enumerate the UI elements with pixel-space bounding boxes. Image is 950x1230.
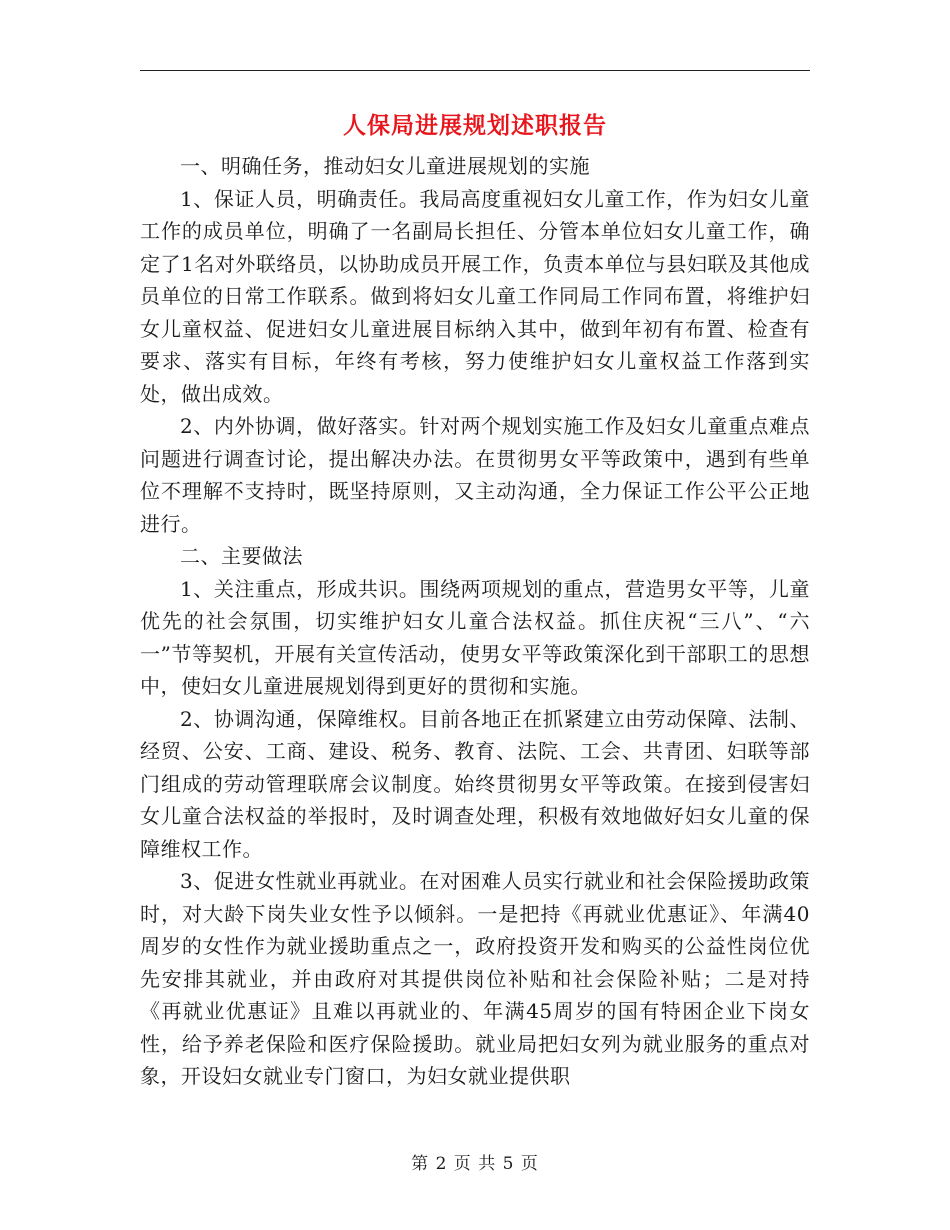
paragraph-1-2: 2、内外协调，做好落实。针对两个规划实施工作及妇女儿童重点难点问题进行调查讨论，提出解决办法。在贯彻男女平等政策中，遇到有些单位不理解不支持时，既坚持原则，又主动沟通，全力保证工作公平公正地进行。 xyxy=(140,414,810,536)
section-heading-1: 一、明确任务，推动妇女儿童进展规划的实施 xyxy=(180,154,590,178)
paragraph-1-1: 1、保证人员，明确责任。我局高度重视妇女儿童工作，作为妇女儿童工作的成员单位，明确了一名副局长担任、分管本单位妇女儿童工作，确定了1名对外联络员，以协助成员开展工作，负责本单位与县妇联及其他成员单位的日常工作联系。做到将妇女儿童工作同局工作同布置，将维护妇女儿童权益、促进妇女儿童进展目标纳入其中，做到年初有布置、检查有要求、落实有目标，年终有考核，努力使维护妇女儿童权益工作落到实处，做出成效。 xyxy=(140,186,810,406)
paragraph-2-2: 2、协调沟通，保障维权。目前各地正在抓紧建立由劳动保障、法制、经贸、公安、工商、建设、税务、教育、法院、工会、共青团、妇联等部门组成的劳动管理联席会议制度。始终贯彻男女平等政策。在接到侵害妇女儿童合法权益的举报时，及时调查处理，积极有效地做好妇女儿童的保障维权工作。 xyxy=(140,706,810,861)
document-body xyxy=(140,150,810,1093)
paragraph-2-1: 1、关注重点，形成共识。围绕两项规划的重点，营造男女平等，儿童优先的社会氛围，切实维护妇女儿童合法权益。抓住庆祝“三八”、“六一”节等契机，开展有关宣传活动，使男女平等政策深化到干部职工的思想中，使妇女儿童进展规划得到更好的贯彻和实施。 xyxy=(140,576,810,698)
header-rule xyxy=(140,70,810,71)
section-heading-2: 二、主要做法 xyxy=(180,544,303,568)
document-title: 人保局进展规划述职报告 xyxy=(343,112,607,139)
page-number: 第 2 页 共 5 页 xyxy=(411,1154,539,1174)
paragraph-2-3: 3、促进女性就业再就业。在对困难人员实行就业和社会保险援助政策时，对大龄下岗失业女性予以倾斜。一是把持《再就业优惠证》、年满40周岁的女性作为就业援助重点之一，政府投资开发和购买的公益性岗位优先安排其就业，并由政府对其提供岗位补贴和社会保险补贴；二是对持《再就业优惠证》且难以再就业的、年满45周岁的国有特困企业下岗女性，给予养老保险和医疗保险援助。就业局把妇女列为就业服务的重点对象，开设妇女就业专门窗口，为妇女就业提供职 xyxy=(140,869,810,1088)
